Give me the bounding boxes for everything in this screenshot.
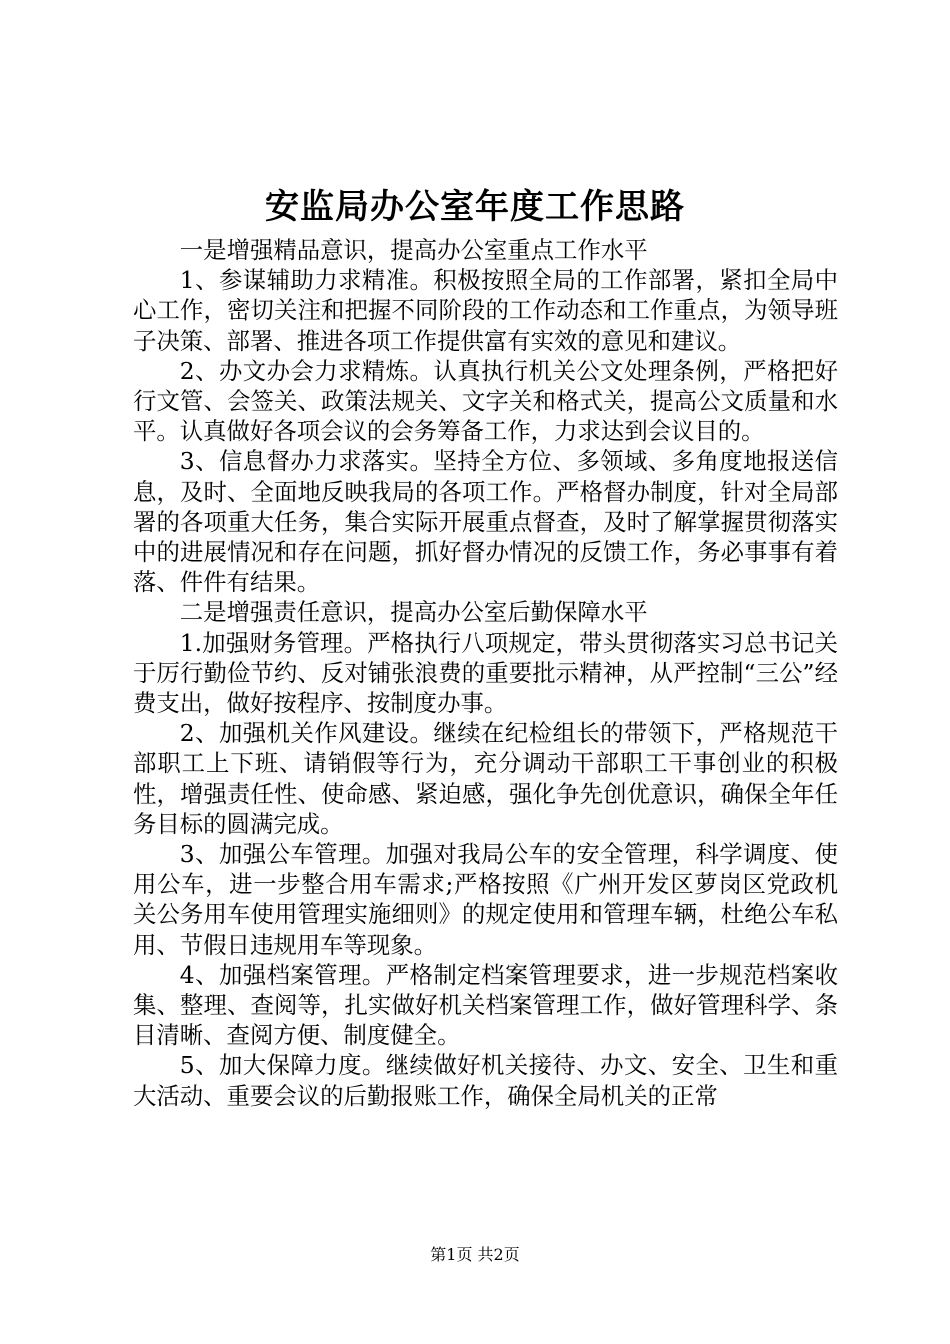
- paragraph-2-5: 5、加大保障力度。继续做好机关接待、办文、安全、卫生和重大活动、重要会议的后勤报账工作，确保全局机关的正常: [133, 1051, 838, 1110]
- document-title: 安监局办公室年度工作思路: [265, 187, 685, 227]
- document-body: [133, 235, 838, 1111]
- paragraph-2-4: 4、加强档案管理。严格制定档案管理要求，进一步规范档案收集、整理、查阅等，扎实做好机关档案管理工作，做好管理科学、条目清晰、查阅方便、制度健全。: [133, 960, 838, 1050]
- paragraph-1-3: 3、信息督办力求落实。坚持全方位、多领域、多角度地报送信息，及时、全面地反映我局的各项工作。严格督办制度，针对全局部署的各项重大任务，集合实际开展重点督查，及时了解掌握贯彻落实中的进展情况和存在问题，抓好督办情况的反馈工作，务必事事有着落、件件有结果。: [133, 447, 838, 597]
- section-heading-1: 一是增强精品意识，提高办公室重点工作水平: [179, 236, 648, 264]
- paragraph-1-2: 2、办文办会力求精炼。认真执行机关公文处理条例，严格把好行文管、会签关、政策法规关、文字关和格式关，提高公文质量和水平。认真做好各项会议的会务筹备工作，力求达到会议目的。: [133, 356, 838, 446]
- page-number-footer: 第1页 共2页: [430, 1245, 520, 1264]
- paragraph-1-1: 1、参谋辅助力求精准。积极按照全局的工作部署，紧扣全局中心工作，密切关注和把握不同阶段的工作动态和工作重点，为领导班子决策、部署、推进各项工作提供富有实效的意见和建议。: [133, 266, 838, 355]
- paragraph-2-1: 1.加强财务管理。严格执行八项规定，带头贯彻落实习总书记关于厉行勤俭节约、反对铺张浪费的重要批示精神，从严控制“三公”经费支出，做好按程序、按制度办事。: [133, 628, 838, 718]
- paragraph-2-2: 2、加强机关作风建设。继续在纪检组长的带领下，严格规范干部职工上下班、请销假等行为，充分调动干部职工干事创业的积极性，增强责任性、使命感、紧迫感，强化争先创优意识，确保全年任务目标的圆满完成。: [133, 719, 838, 838]
- paragraph-2-3: 3、加强公车管理。加强对我局公车的安全管理，科学调度、使用公车，进一步整合用车需求;严格按照《广州开发区萝岗区党政机关公务用车使用管理实施细则》的规定使用和管理车辆，杜绝公车私用、节假日违规用车等现象。: [133, 840, 838, 959]
- section-heading-2: 二是增强责任意识，提高办公室后勤保障水平: [179, 598, 648, 627]
